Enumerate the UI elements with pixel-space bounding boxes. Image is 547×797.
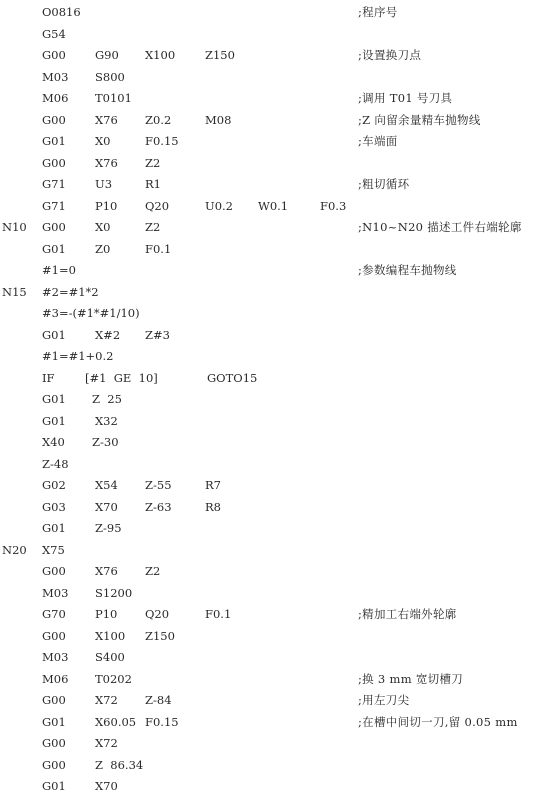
program-line: [0, 281, 547, 303]
program-word: X72: [95, 736, 118, 750]
program-word: M06: [42, 91, 69, 105]
program-word: Z2: [145, 155, 161, 170]
program-word: G00: [42, 757, 66, 772]
program-word: G90: [95, 48, 119, 62]
program-word: X100: [145, 48, 176, 62]
program-word: G01: [42, 714, 66, 729]
program-word: G00: [42, 736, 66, 750]
program-word: Z-48: [42, 456, 69, 471]
program-word: G02: [42, 478, 66, 492]
program-word: Z150: [145, 628, 175, 643]
program-word: Z2: [145, 564, 161, 578]
program-word: G03: [42, 499, 66, 514]
program-word: S800: [95, 69, 125, 84]
program-word: X76: [95, 155, 118, 170]
program-word: X54: [95, 478, 118, 492]
program-comment: ;Z 向留余量精车抛物线: [358, 112, 481, 127]
program-word: G01: [42, 779, 66, 793]
program-word: G01: [42, 241, 66, 256]
program-line: [0, 152, 547, 174]
program-comment: ;设置换刀点: [358, 48, 422, 62]
program-word: S400: [95, 650, 125, 664]
program-word: R7: [205, 478, 221, 492]
program-word: F0.15: [145, 714, 179, 729]
program-word: X0: [95, 220, 111, 234]
program-line: [0, 388, 547, 410]
program-comment: ;用左刀尖: [358, 693, 410, 707]
program-line: [0, 689, 547, 711]
program-line: [0, 238, 547, 260]
program-line: [0, 173, 547, 195]
program-line: [0, 1, 547, 23]
program-word: X0: [95, 134, 111, 148]
program-line: [0, 668, 547, 690]
program-word: Q20: [145, 607, 170, 621]
program-word: Z150: [205, 48, 235, 62]
program-line: [0, 775, 547, 797]
program-word: M03: [42, 585, 69, 600]
sequence-number: N20: [2, 542, 27, 557]
program-word: X72: [95, 693, 118, 707]
program-line: [0, 345, 547, 367]
program-word: G01: [42, 392, 66, 406]
program-word: X32: [95, 413, 118, 428]
program-word: Z 86.34: [95, 757, 144, 772]
program-comment: ;N10~N20 描述工件右端轮廓: [358, 220, 522, 234]
program-word: Q20: [145, 198, 170, 213]
program-word: X75: [42, 542, 65, 557]
program-line: [0, 646, 547, 668]
program-word: Z2: [145, 220, 161, 234]
program-word: X40: [42, 435, 65, 449]
program-line: [0, 302, 547, 324]
program-comment: ;换 3 mm 宽切槽刀: [358, 671, 464, 686]
program-comment: ;程序号: [358, 5, 398, 19]
program-word: #2=#1*2: [42, 284, 99, 299]
program-line: [0, 130, 547, 152]
program-comment: ;调用 T01 号刀具: [358, 91, 453, 105]
program-line: [0, 496, 547, 518]
program-word: G01: [42, 521, 66, 535]
program-word: Z0.2: [145, 112, 172, 127]
program-word: #1=#1+0.2: [42, 349, 114, 363]
program-word: F0.1: [145, 241, 172, 256]
program-word: Z0: [95, 241, 111, 256]
program-word: O0816: [42, 5, 81, 19]
program-line: [0, 625, 547, 647]
program-word: X60.05: [95, 714, 137, 729]
program-line: [0, 367, 547, 389]
program-word: G00: [42, 155, 66, 170]
program-line: [0, 66, 547, 88]
program-word: G00: [42, 220, 66, 234]
program-word: Z-84: [145, 693, 172, 707]
program-word: G00: [42, 48, 66, 62]
program-line: [0, 410, 547, 432]
sequence-number: N10: [2, 220, 27, 234]
program-word: F0.3: [320, 198, 347, 213]
program-line: [0, 44, 547, 66]
program-line: [0, 259, 547, 281]
program-line: [0, 711, 547, 733]
program-word: G01: [42, 134, 66, 148]
program-line: [0, 23, 547, 45]
program-line: [0, 560, 547, 582]
program-line: [0, 517, 547, 539]
program-word: M03: [42, 69, 69, 84]
program-comment: ;在槽中间切一刀,留 0.05 mm: [358, 714, 518, 729]
program-word: T0101: [95, 91, 132, 105]
program-word: F0.15: [145, 134, 179, 148]
program-word: Z 25: [92, 392, 122, 406]
program-word: U3: [95, 177, 113, 191]
program-word: Z-63: [145, 499, 172, 514]
program-line: [0, 474, 547, 496]
program-line: [0, 195, 547, 217]
program-line: [0, 453, 547, 475]
program-word: G01: [42, 413, 66, 428]
program-line: [0, 603, 547, 625]
program-word: G01: [42, 327, 66, 342]
program-word: Z-95: [95, 521, 122, 535]
program-line: [0, 582, 547, 604]
program-word: X76: [95, 564, 118, 578]
program-word: [#1 GE 10]: [85, 370, 158, 385]
program-word: Z#3: [145, 327, 170, 342]
program-word: GOTO15: [207, 370, 258, 385]
program-line: [0, 732, 547, 754]
program-word: IF: [42, 370, 55, 385]
program-word: F0.1: [205, 607, 232, 621]
program-line: [0, 216, 547, 238]
program-word: Z-55: [145, 478, 172, 492]
program-word: P10: [95, 607, 118, 621]
program-word: M03: [42, 650, 69, 664]
program-line: [0, 109, 547, 131]
program-line: [0, 87, 547, 109]
program-word: R1: [145, 177, 161, 191]
program-word: X76: [95, 112, 118, 127]
program-word: U0.2: [205, 198, 233, 213]
program-word: S1200: [95, 585, 133, 600]
program-comment: ;参数编程车抛物线: [358, 263, 457, 277]
program-comment: ;精加工右端外轮廓: [358, 607, 457, 621]
program-word: M08: [205, 112, 232, 127]
program-word: G70: [42, 607, 66, 621]
program-word: G71: [42, 198, 66, 213]
program-comment: ;车端面: [358, 134, 398, 148]
program-word: X70: [95, 499, 118, 514]
program-word: G00: [42, 112, 66, 127]
program-word: T0202: [95, 671, 132, 686]
program-word: X70: [95, 779, 118, 793]
program-word: M06: [42, 671, 69, 686]
program-word: G00: [42, 564, 66, 578]
program-word: G54: [42, 26, 66, 41]
program-word: R8: [205, 499, 221, 514]
program-line: [0, 754, 547, 776]
program-word: W0.1: [258, 198, 289, 213]
program-word: G00: [42, 693, 66, 707]
sequence-number: N15: [2, 284, 27, 299]
program-word: X#2: [95, 327, 121, 342]
program-word: G00: [42, 628, 66, 643]
program-comment: ;粗切循环: [358, 177, 410, 191]
program-line: [0, 324, 547, 346]
program-word: X100: [95, 628, 126, 643]
program-word: G71: [42, 177, 66, 191]
program-word: P10: [95, 198, 118, 213]
program-line: [0, 431, 547, 453]
program-word: Z-30: [92, 435, 119, 449]
program-word: #1=0: [42, 263, 76, 277]
program-line: [0, 539, 547, 561]
program-word: #3=-(#1*#1/10): [42, 306, 140, 320]
